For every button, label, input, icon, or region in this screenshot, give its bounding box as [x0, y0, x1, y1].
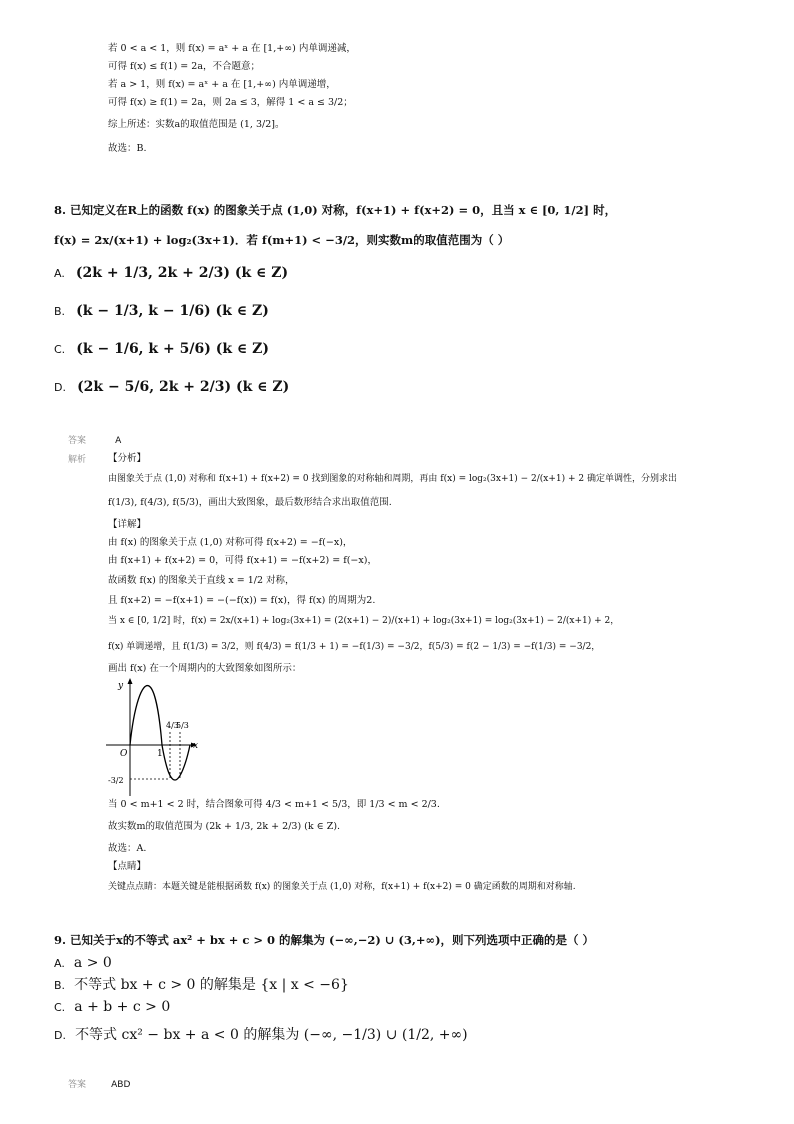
option-letter: D.	[54, 381, 66, 394]
option-letter: C.	[54, 343, 66, 356]
option-a	[54, 952, 112, 971]
text-line: 若 0 < a < 1，则 f(x) = aˣ + a 在 [1,+∞) 内单调递减，	[108, 43, 356, 54]
question-stem: f(x) = 2x/(x+1) + log₂(3x+1)．若 f(m+1) < −3/2，则实数m的取值范围为（ ）	[54, 233, 510, 247]
text-line: 故选：B.	[108, 143, 147, 154]
option-letter: D.	[54, 1029, 66, 1042]
analysis-line: 故函数 f(x) 的图象关于直线 x = 1/2 对称，	[108, 575, 295, 586]
question-stem: 9. 已知关于x的不等式 ax² + bx + c > 0 的解集为 (−∞,−2) ∪ (3,+∞)，则下列选项中正确的是（ ）	[54, 933, 595, 947]
option-text: 不等式 bx + c > 0 的解集是 {x | x < −6}	[74, 977, 349, 993]
option-text: (k − 1/3, k − 1/6) (k ∈ Z)	[76, 303, 269, 319]
analysis-line: 关键点点睛：本题关键是能根据函数 f(x) 的图象关于点 (1,0) 对称，f(x+1) + f(x+2) = 0 确定函数的周期和对称轴.	[108, 882, 576, 892]
answer-value: ABD	[111, 1080, 131, 1090]
analysis-line: f(1/3), f(4/3), f(5/3)，画出大致图象，最后数形结合求出取值范围.	[108, 497, 392, 508]
option-c	[54, 996, 170, 1015]
answer-row	[68, 428, 121, 447]
analysis-line: 画出 f(x) 在一个周期内的大致图象如图所示：	[108, 663, 302, 674]
option-text: (2k + 1/3, 2k + 2/3) (k ∈ Z)	[75, 265, 289, 281]
analysis-line: 【详解】	[108, 519, 147, 530]
text-line: 综上所述：实数a的取值范围是 (1, 3/2]。	[108, 119, 285, 130]
option-text: 不等式 cx² − bx + a < 0 的解集为 (−∞, −1/3) ∪ (1/2, +∞)	[75, 1027, 468, 1043]
option-d	[54, 1024, 468, 1044]
text-line: 若 a > 1，则 f(x) = aˣ + a 在 [1,+∞) 内单调递增，	[108, 79, 336, 90]
option-b	[54, 300, 269, 319]
answer-row	[68, 1072, 130, 1091]
question-stem: 8. 已知定义在R上的函数 f(x) 的图象关于点 (1,0) 对称，f(x+1) + f(x+2) = 0，且当 x ∈ [0, 1/2] 时，	[54, 203, 617, 217]
option-text: a > 0	[73, 955, 112, 971]
tick-label: 5/3	[176, 721, 189, 730]
option-letter: C.	[54, 1001, 66, 1014]
analysis-line: 由图象关于点 (1,0) 对称和 f(x+1) + f(x+2) = 0 找到图象的对称轴和周期，再由 f(x) = log₂(3x+1) − 2/(x+1) + 2 确定单调性，分别求出	[108, 474, 677, 484]
analysis-line: 故实数m的取值范围为 (2k + 1/3, 2k + 2/3) (k ∈ Z).	[108, 821, 341, 832]
analysis-line: 由 f(x) 的图象关于点 (1,0) 对称可得 f(x+2) = −f(−x)，	[108, 537, 353, 548]
origin-label: O	[120, 749, 128, 759]
option-text: (2k − 5/6, 2k + 2/3) (k ∈ Z)	[77, 379, 290, 395]
text-line: 可得 f(x) ≥ f(1) = 2a，则 2a ≤ 3，解得 1 < a ≤ 3/2；	[108, 97, 353, 108]
answer-label: 答案	[68, 436, 87, 446]
answer-value: A	[115, 436, 122, 446]
analysis-line: 由 f(x+1) + f(x+2) = 0，可得 f(x+1) = −f(x+2) = f(−x)，	[108, 555, 377, 566]
option-b	[54, 974, 349, 994]
y-axis-label: y	[118, 681, 124, 691]
tick-label: 1	[157, 749, 163, 759]
option-letter: B.	[54, 979, 66, 992]
option-a	[54, 262, 288, 281]
option-c	[54, 338, 269, 357]
analysis-line: 【点睛】	[108, 861, 147, 872]
analysis-line: 且 f(x+2) = −f(x+1) = −(−f(x)) = f(x)，得 f(x) 的周期为2.	[108, 595, 376, 606]
answer-label: 答案	[68, 1080, 87, 1090]
option-letter: B.	[54, 305, 66, 318]
analysis-label: 解析	[68, 455, 87, 465]
option-letter: A.	[54, 267, 65, 280]
function-graph	[104, 676, 208, 798]
analysis-line: 故选：A.	[108, 843, 147, 854]
tick-label: -3/2	[108, 776, 124, 785]
tick-label: 4/3	[166, 721, 179, 730]
option-d	[54, 376, 289, 395]
option-letter: A.	[54, 957, 65, 970]
analysis-line: 当 x ∈ [0, 1/2] 时，f(x) = 2x/(x+1) + log₂(3x+1) = (2(x+1) − 2)/(x+1) + log₂(3x+1) = log₂(3x+1) − 2/(x+1) + 2，	[108, 616, 620, 626]
text-line: 可得 f(x) ≤ f(1) = 2a，不合题意；	[108, 61, 260, 72]
option-text: (k − 1/6, k + 5/6) (k ∈ Z)	[76, 341, 269, 357]
analysis-line: 当 0 < m+1 < 2 时，结合图象可得 4/3 < m+1 < 5/3，即 1/3 < m < 2/3.	[108, 799, 440, 810]
analysis-line: f(x) 单调递增，且 f(1/3) = 3/2，则 f(4/3) = f(1/3 + 1) = −f(1/3) = −3/2，f(5/3) = f(2 − 1/3) = −f(1/3) = −3/2，	[108, 642, 601, 652]
x-axis-label: x	[193, 741, 199, 751]
option-text: a + b + c > 0	[74, 999, 171, 1015]
analysis-line: 【分析】	[108, 453, 147, 464]
